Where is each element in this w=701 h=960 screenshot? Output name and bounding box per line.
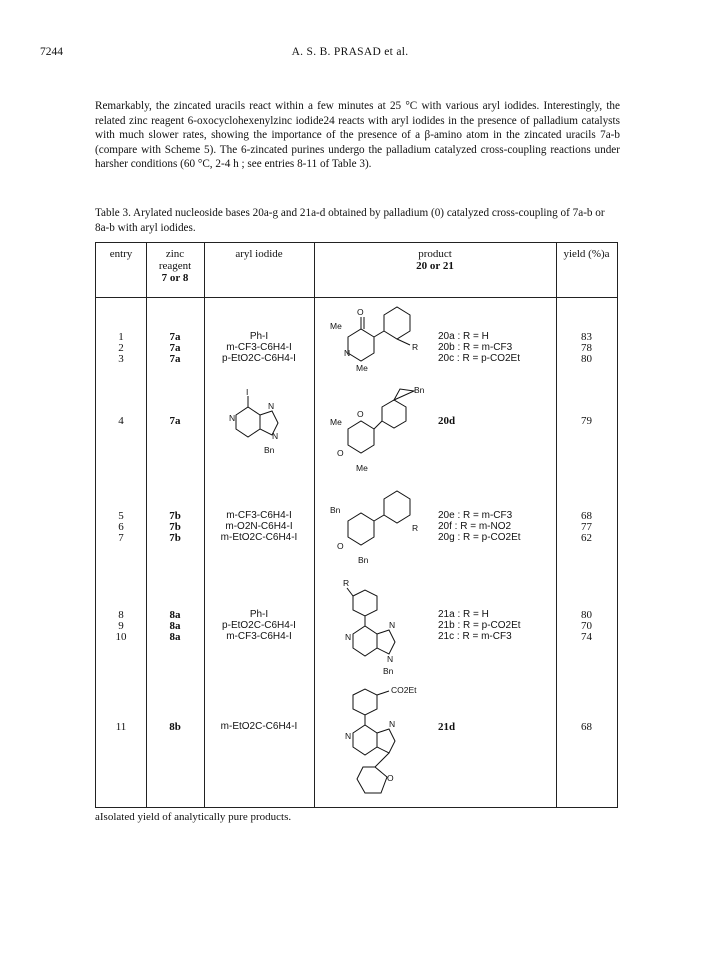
aryl-iodide-cell: m-EtO2C-C6H4-I	[220, 532, 298, 543]
product-cell: 20d	[438, 415, 456, 427]
thp-purine-structure	[331, 683, 441, 805]
aryl-iodide-cell: m-CF3-C6H4-I	[226, 342, 292, 353]
aryl-iodide-cell: Ph-I	[249, 609, 269, 620]
aryl-iodide-cell: m-CF3-C6H4-I	[226, 631, 292, 642]
header-yield: yield (%)a	[563, 248, 610, 260]
label-r: R	[412, 523, 419, 533]
entry-cell: 8	[118, 609, 124, 621]
label-bn: Bn	[330, 505, 341, 515]
zinc-cell: 7b	[169, 510, 181, 522]
zinc-cell: 7a	[169, 353, 181, 365]
label-r: R	[343, 578, 350, 588]
label-n: N	[387, 654, 394, 664]
data-table	[95, 242, 618, 808]
entry-cell: 3	[118, 353, 124, 365]
yield-cell: 68	[581, 721, 592, 733]
label-o: O	[357, 409, 364, 419]
label-o: O	[387, 773, 394, 783]
yield-cell: 80	[581, 353, 592, 365]
page-number: 7244	[40, 46, 63, 58]
product-cell: 20b : R = m-CF3	[438, 342, 513, 353]
zinc-cell: 7a	[169, 331, 181, 343]
zinc-cell: 7b	[169, 532, 181, 544]
zinc-cell: 7b	[169, 521, 181, 533]
header-entry: entry	[109, 248, 133, 260]
aryl-iodide-cell: m-EtO2C-C6H4-I	[220, 721, 298, 732]
uracil-purine-structure	[318, 383, 443, 478]
header-zinc-3: 7 or 8	[161, 272, 189, 284]
uracil-aryl-structure	[318, 295, 443, 375]
entry-cell: 9	[118, 620, 124, 632]
iodo-purine-structure	[224, 387, 299, 458]
aryl-iodide-cell: m-O2N-C6H4-I	[225, 521, 293, 532]
label-bn: Bn	[264, 445, 275, 455]
entry-cell: 1	[118, 331, 124, 343]
label-o: O	[337, 541, 344, 551]
zinc-cell: 8a	[169, 620, 181, 632]
product-cell: 20g : R = p-CO2Et	[438, 532, 521, 543]
body-paragraph: Remarkably, the zincated uracils react within a few minutes at 25 °C with various aryl iodides. Interestingly, the related zinc reagent 6-oxocyclohexenylzinc iodide24 reacts with aryl iodides in the presence of palladium catalysts with much slower rates, showing the importance of the presence of a β-amino atom in the zincated uracils 7a-b (compare with Scheme 5). The 6-zincated purines undergo the palladium catalyzed cross-coupling reactions under harsher conditions (60 °C, 2-4 h ; see entries 8-11 of Table 3).	[95, 100, 620, 171]
label-me: Me	[330, 321, 342, 331]
yield-cell: 62	[581, 532, 592, 544]
zinc-cell: 8a	[169, 609, 181, 621]
entry-cell: 2	[118, 342, 124, 354]
label-o: O	[357, 307, 364, 317]
yield-cell: 77	[581, 521, 592, 533]
product-cell: 20f : R = m-NO2	[438, 521, 512, 532]
label-n: N	[268, 401, 275, 411]
product-cell: 20c : R = p-CO2Et	[438, 353, 520, 364]
zinc-cell: 7a	[169, 415, 181, 427]
aryl-purine-structure	[331, 578, 431, 678]
label-me: Me	[356, 463, 368, 473]
label-n: N	[345, 632, 352, 642]
yield-cell: 70	[581, 620, 592, 632]
yield-cell: 68	[581, 510, 592, 522]
header-aryl: aryl iodide	[235, 248, 283, 260]
zinc-cell: 8a	[169, 631, 181, 643]
zinc-cell: 7a	[169, 342, 181, 354]
label-n: N	[229, 413, 236, 423]
yield-cell: 78	[581, 342, 592, 354]
entry-cell: 5	[118, 510, 124, 522]
label-n: N	[272, 431, 279, 441]
product-cell: 21c : R = m-CF3	[438, 631, 512, 642]
label-me: Me	[330, 417, 342, 427]
running-head: A. S. B. PRASAD et al.	[291, 46, 409, 58]
zinc-cell: 8b	[169, 721, 181, 733]
header-product-1: product	[418, 248, 452, 260]
label-co2et: CO2Et	[391, 685, 417, 695]
entry-cell: 7	[118, 532, 124, 544]
product-cell: 21b : R = p-CO2Et	[438, 620, 521, 631]
table-footnote: aIsolated yield of analytically pure products.	[95, 811, 292, 823]
label-bn: Bn	[383, 666, 394, 676]
label-n: N	[344, 348, 351, 358]
header-product-2: 20 or 21	[416, 260, 454, 272]
col-divider	[314, 243, 315, 807]
label-n: N	[345, 731, 352, 741]
product-cell: 20a : R = H	[438, 331, 489, 342]
entry-cell: 10	[115, 631, 127, 643]
product-cell: 20e : R = m-CF3	[438, 510, 513, 521]
label-bn: Bn	[358, 555, 369, 565]
yield-cell: 74	[581, 631, 592, 643]
bn-uracil-aryl-structure	[318, 493, 443, 573]
entry-cell: 11	[115, 721, 127, 733]
aryl-iodide-cell: p-EtO2C-C6H4-I	[222, 620, 296, 631]
header-zinc-1: zinc	[165, 248, 185, 260]
yield-cell: 79	[581, 415, 592, 427]
label-bn: Bn	[414, 385, 425, 395]
label-o: O	[337, 448, 344, 458]
aryl-iodide-cell: p-EtO2C-C6H4-I	[222, 353, 296, 364]
label-r: R	[412, 342, 419, 352]
entry-cell: 4	[118, 415, 124, 427]
label-n: N	[389, 719, 396, 729]
aryl-iodide-cell: m-CF3-C6H4-I	[226, 510, 292, 521]
label-n: N	[389, 620, 396, 630]
entry-cell: 6	[118, 521, 124, 533]
yield-cell: 83	[581, 331, 592, 343]
yield-cell: 80	[581, 609, 592, 621]
label-i: I	[246, 387, 249, 397]
product-cell: 21a : R = H	[438, 609, 489, 620]
product-cell: 21d	[438, 721, 456, 733]
label-me: Me	[356, 363, 368, 373]
aryl-iodide-cell: Ph-I	[249, 331, 269, 342]
header-zinc-2: reagent	[158, 260, 192, 272]
table-caption: Table 3. Arylated nucleoside bases 20a-g and 21a-d obtained by palladium (0) catalyzed cross-coupling of 7a-b or 8a-b with aryl iodides.	[95, 207, 605, 234]
